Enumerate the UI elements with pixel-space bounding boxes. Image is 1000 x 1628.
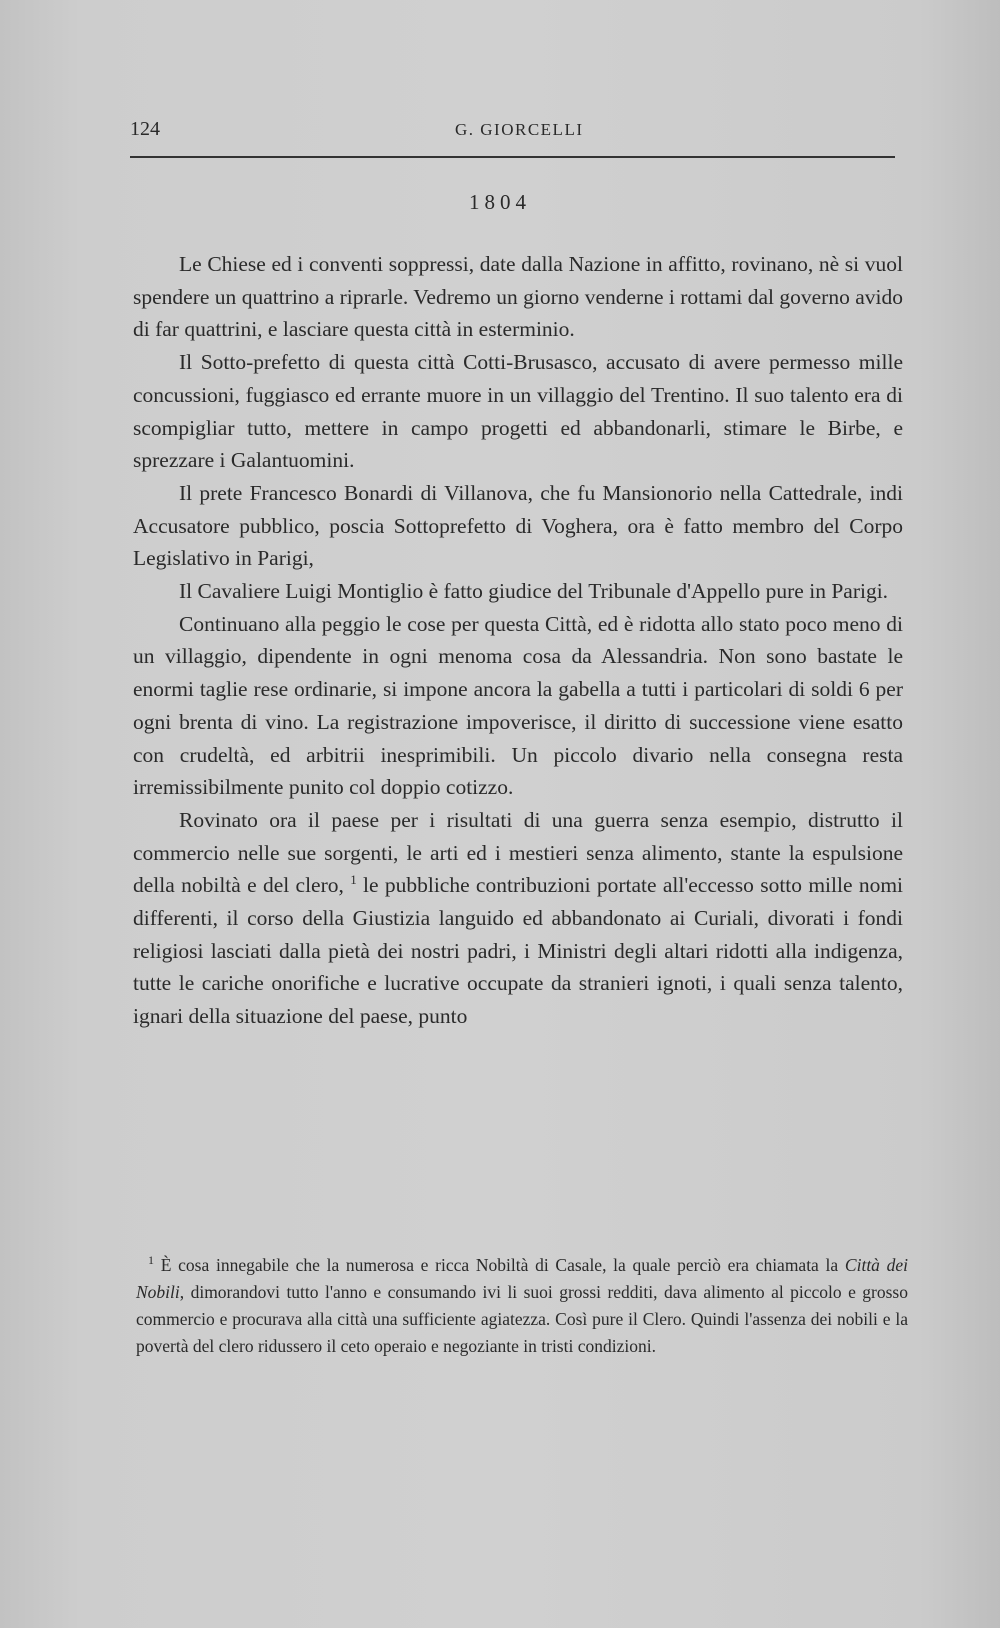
body-text [133,248,903,1033]
footnote-text: È cosa innegabile che la numerosa e ricca Nobiltà di Casale, la quale perciò era chiamata la [160,1255,839,1275]
paragraph: Il prete Francesco Bonardi di Villanova, che fu Mansionorio nella Cattedrale, indi Accusatore pubblico, poscia Sottoprefetto di Voghera, ora è fatto membro del Corpo Legislativo in Parigi, [133,480,903,571]
paragraph: Il Sotto-prefetto di questa città Cotti-Brusasco, accusato di avere permesso mille concussioni, fuggiasco ed errante muore in un villaggio del Trentino. Il suo talento era di scompigliar tutto, mettere in campo progetti ed abbandonarli, stimare le Birbe, e sprezzare i Galantuomini. [133,350,903,473]
paragraph-with-footnote-ref [133,804,903,1033]
footnote [136,1252,908,1360]
header-rule [130,156,895,158]
footnote-reference[interactable]: 1 [350,872,357,888]
section-year-heading: 1804 [469,190,531,214]
paragraph: Continuano alla peggio le cose per questa Città, ed è ridotta allo stato poco meno di un villaggio, dipendente in ogni menoma cosa da Alessandria. Non sono bastate le enormi taglie rese ordinarie, si impone ancora la gabella a tutti i particolari di soldi 6 per ogni brenta di vino. La registrazione impoverisce, il diritto di successione viene esatto con crudeltà, ed arbitrii inesprimibili. Un piccolo divario nella consegna resta irremissibilmente punito col doppio cotizzo. [133,611,903,800]
footnote-italic-title: Città dei Nobili [136,1255,909,1302]
running-head-author: G. GIORCELLI [455,120,584,139]
footnote-paragraph [136,1252,908,1360]
running-head [130,118,895,148]
paragraph-text: Rovinato ora il paese per i risultati di una guerra senza esempio, distrutto il commercio nelle sue sorgenti, le arti ed i mestieri senza alimento, stante la espulsione della nobiltà e del clero, [133,807,903,898]
footnote-text: , dimorandovi tutto l'anno e consumando ivi li suoi grossi redditi, dava alimento al piccolo e grosso commercio e procurava alla città una sufficiente agiatezza. Così pure il Clero. Quindi l'assenza dei nobili e la povertà del clero ridussero il ceto operaio e negoziante in tristi condizioni. [136,1282,908,1356]
footnote-mark: 1 [148,1253,154,1268]
page-number: 124 [130,118,160,140]
paragraph: Il Cavaliere Luigi Montiglio è fatto giudice del Tribunale d'Appello pure in Parigi. [179,579,889,604]
paragraph: Le Chiese ed i conventi soppressi, date dalla Nazione in affitto, rovinano, nè si vuol spendere un quattrino a riprarle. Vedremo un giorno venderne i rottami dal governo avido di far quattrini, e lasciare questa città in esterminio. [133,252,903,342]
paragraph-text: le pubbliche contribuzioni portate all'eccesso sotto mille nomi differenti, il corso della Giustizia languido ed abbandonato ai Curiali, divorati i fondi religiosi lasciati dalla pietà dei nostri padri, i Ministri degli altari ridotti alla indigenza, tutte le cariche onorifiche e lucrative occupate da stranieri ignoti, i quali senza talento, ignari della situazione del paese, punto [133,873,904,1029]
